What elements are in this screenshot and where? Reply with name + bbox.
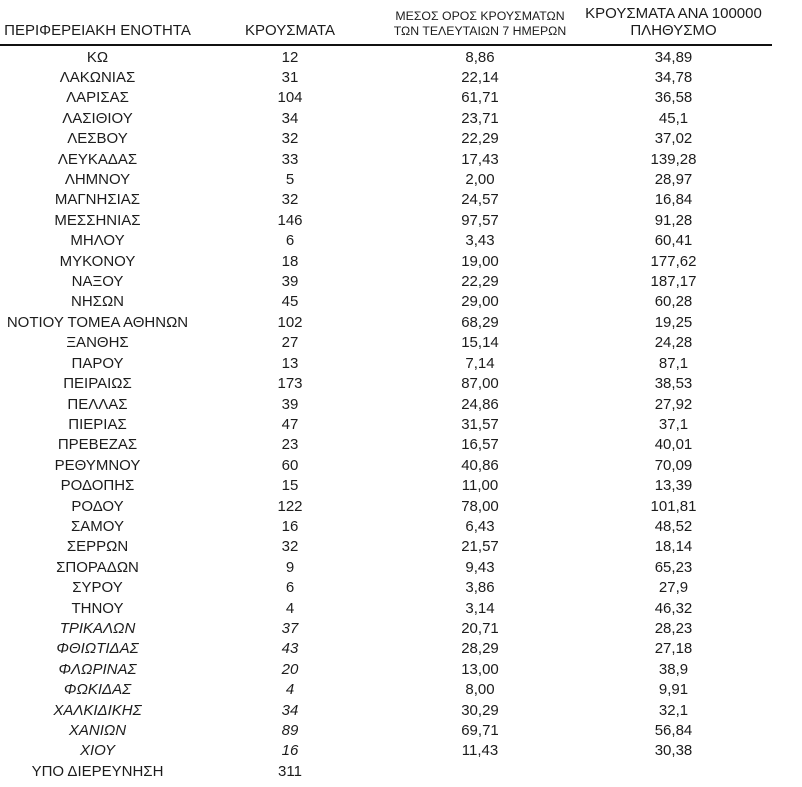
region-cell: ΧΑΛΚΙΔΙΚΗΣ <box>53 701 142 719</box>
region-cell: ΧΑΝΙΩΝ <box>68 722 127 739</box>
per100k-cell: 56,84 <box>654 722 693 739</box>
region-cell: ΧΙΟΥ <box>79 742 116 760</box>
cases-cell: 23 <box>281 436 299 454</box>
region-cell: ΠΕΙΡΑΙΩΣ <box>63 375 132 393</box>
table-row <box>0 701 772 721</box>
cases-cell: 32 <box>281 191 299 209</box>
region-cell: ΦΩΚΙΔΑΣ <box>63 681 132 699</box>
per100k-cell <box>575 762 772 782</box>
table-row <box>0 333 772 353</box>
cases-cell: 122 <box>277 497 303 515</box>
per100k-cell: 28,23 <box>654 619 693 637</box>
per100k-cell: 37,02 <box>654 130 693 148</box>
avg7-cell: 68,29 <box>461 313 499 331</box>
per100k-cell: 139,28 <box>650 150 697 168</box>
table-row <box>0 619 772 639</box>
per100k-cell: 187,17 <box>650 273 697 291</box>
per100k-cell: 19,25 <box>654 313 693 331</box>
cases-cell: 6 <box>285 232 295 250</box>
per100k-cell: 27,9 <box>658 579 689 597</box>
region-cell: ΠΙΕΡΙΑΣ <box>68 415 127 433</box>
avg7-cell: 17,43 <box>461 150 499 168</box>
cases-cell: 15 <box>281 477 299 495</box>
table-row <box>0 354 772 374</box>
cases-cell: 4 <box>285 599 295 617</box>
avg7-cell: 7,14 <box>465 354 495 372</box>
per100k-cell: 18,14 <box>654 538 693 556</box>
avg7-cell: 8,00 <box>465 681 495 699</box>
table-body <box>0 45 772 783</box>
table-row <box>0 374 772 394</box>
cases-cell: 16 <box>281 742 299 760</box>
region-cell: ΣΑΜΟΥ <box>71 517 124 535</box>
region-cell: ΡΟΔΟΥ <box>71 497 124 515</box>
region-cell: ΜΕΣΣΗΝΙΑΣ <box>54 211 141 229</box>
avg7-cell: 20,71 <box>461 619 499 637</box>
cases-cell: 146 <box>277 211 303 229</box>
avg7-cell: 21,57 <box>461 538 499 556</box>
avg7-cell: 11,43 <box>461 742 499 760</box>
table-row <box>0 129 772 149</box>
table-row <box>0 211 772 231</box>
region-cell: ΣΥΡΟΥ <box>72 579 123 597</box>
table-row <box>0 292 772 312</box>
avg7-cell: 87,00 <box>461 375 499 393</box>
per100k-cell: 45,1 <box>658 109 689 127</box>
table-row <box>0 45 772 68</box>
avg7-cell: 6,43 <box>465 517 495 535</box>
per100k-cell: 24,28 <box>654 334 693 352</box>
cases-cell: 37 <box>281 619 299 637</box>
table-row <box>0 537 772 557</box>
avg7-cell: 22,29 <box>461 273 499 291</box>
avg7-cell: 13,00 <box>461 660 499 678</box>
per100k-cell: 91,28 <box>654 211 693 229</box>
avg7-cell: 3,86 <box>465 579 495 597</box>
table-row <box>0 272 772 292</box>
table-row <box>0 680 772 700</box>
cases-cell: 12 <box>281 48 299 66</box>
region-cell: ΛΕΥΚΑΔΑΣ <box>57 150 138 168</box>
cases-cell: 39 <box>281 273 299 291</box>
avg7-cell <box>385 762 575 782</box>
region-cell: ΣΕΡΡΩΝ <box>66 538 129 556</box>
cases-cell: 13 <box>281 354 299 372</box>
cases-cell: 34 <box>281 109 299 127</box>
avg7-cell: 16,57 <box>461 436 499 454</box>
avg7-cell: 22,29 <box>461 130 499 148</box>
per100k-cell: 40,01 <box>654 436 693 454</box>
avg7-cell: 69,71 <box>461 722 499 739</box>
table-row <box>0 435 772 455</box>
avg7-cell: 29,00 <box>461 293 499 311</box>
avg7-cell: 19,00 <box>461 252 499 270</box>
avg7-cell: 97,57 <box>461 211 499 229</box>
cases-cell: 4 <box>285 681 295 699</box>
region-cell: ΛΑΣΙΘΙΟΥ <box>62 109 133 127</box>
region-cell: ΝΟΤΙΟΥ ΤΟΜΕΑ ΑΘΗΝΩΝ <box>6 313 189 331</box>
avg7-cell: 2,00 <box>465 171 495 189</box>
region-cell: ΥΠΟ ΔΙΕΡΕΥΝΗΣΗ <box>31 762 164 780</box>
table-row <box>0 721 772 741</box>
per100k-cell: 101,81 <box>650 497 697 515</box>
avg7-cell: 11,00 <box>461 477 499 495</box>
avg7-cell: 24,57 <box>461 191 499 209</box>
per100k-cell: 27,18 <box>654 640 693 658</box>
per100k-cell: 38,9 <box>658 660 689 678</box>
table-header <box>0 0 772 45</box>
cases-cell: 45 <box>281 293 299 311</box>
per100k-cell: 27,92 <box>654 395 693 413</box>
region-cell: ΛΗΜΝΟΥ <box>64 171 131 189</box>
per100k-cell: 9,91 <box>658 681 689 699</box>
avg7-cell: 40,86 <box>461 456 499 474</box>
column-header-region: ΠΕΡΙΦΕΡΕΙΑΚΗ ΕΝΟΤΗΤΑ <box>0 0 195 45</box>
avg7-cell: 28,29 <box>461 640 499 658</box>
table-row <box>0 170 772 190</box>
per100k-cell: 34,78 <box>654 69 693 86</box>
cases-cell: 47 <box>281 415 299 433</box>
cases-cell: 173 <box>277 375 303 393</box>
avg7-cell: 78,00 <box>461 497 499 515</box>
per100k-cell: 60,28 <box>654 293 693 311</box>
cases-cell: 9 <box>285 558 295 576</box>
per100k-cell: 46,32 <box>654 599 693 617</box>
cases-cell: 27 <box>281 334 299 352</box>
region-cell: ΡΟΔΟΠΗΣ <box>60 477 135 495</box>
cases-cell: 34 <box>281 701 299 719</box>
region-cell: ΝΑΞΟΥ <box>71 273 124 291</box>
avg7-cell: 24,86 <box>461 395 499 413</box>
avg7-cell: 8,86 <box>465 48 495 66</box>
table-row <box>0 578 772 598</box>
region-cell: ΛΑΡΙΣΑΣ <box>66 89 129 107</box>
region-cell: ΚΩ <box>86 48 109 66</box>
per100k-cell: 28,97 <box>654 171 693 189</box>
avg7-cell: 15,14 <box>461 334 499 352</box>
avg7-cell: 9,43 <box>465 558 495 576</box>
per100k-cell: 87,1 <box>658 354 689 372</box>
table-row <box>0 558 772 578</box>
cases-cell: 43 <box>281 640 299 658</box>
column-header-7day-average: ΜΕΣΟΣ ΟΡΟΣ ΚΡΟΥΣΜΑΤΩΝ ΤΩΝ ΤΕΛΕΥΤΑΙΩΝ 7 ΗΜΕΡΩΝ <box>385 0 575 45</box>
table-row <box>0 68 772 88</box>
avg7-cell: 23,71 <box>461 109 499 127</box>
cases-cell: 60 <box>281 456 299 474</box>
cases-cell: 5 <box>285 171 295 189</box>
cases-cell: 33 <box>281 150 299 168</box>
avg7-cell: 31,57 <box>461 415 499 433</box>
table-row <box>0 660 772 680</box>
region-cell: ΠΑΡΟΥ <box>71 354 124 372</box>
per100k-cell: 30,38 <box>654 742 693 760</box>
column-header-cases-per-100000: ΚΡΟΥΣΜΑΤΑ ΑΝΑ 100000 ΠΛΗΘΥΣΜΟ <box>575 0 772 45</box>
region-cell: ΠΕΛΛΑΣ <box>67 395 128 413</box>
cases-cell: 32 <box>281 538 299 556</box>
avg7-cell: 61,71 <box>461 89 499 107</box>
cases-cell: 89 <box>281 722 299 739</box>
cases-cell: 311 <box>278 762 302 780</box>
table-row <box>0 313 772 333</box>
per100k-cell: 65,23 <box>654 558 693 576</box>
table-row <box>0 456 772 476</box>
region-cell: ΛΕΣΒΟΥ <box>67 130 128 148</box>
per100k-cell: 16,84 <box>654 191 693 209</box>
table-row <box>0 252 772 272</box>
cases-cell: 18 <box>281 252 299 270</box>
table-row <box>0 109 772 129</box>
avg7-cell: 3,43 <box>465 232 495 250</box>
region-cell: ΤΡΙΚΑΛΩΝ <box>59 619 136 637</box>
region-cell: ΛΑΚΩΝΙΑΣ <box>59 69 136 86</box>
table-row <box>0 415 772 435</box>
table-row <box>0 639 772 659</box>
region-cell: ΡΕΘΥΜΝΟΥ <box>54 456 141 474</box>
avg7-cell: 30,29 <box>461 701 499 719</box>
cases-cell: 20 <box>281 660 299 678</box>
per100k-cell: 37,1 <box>658 415 689 433</box>
cases-cell: 31 <box>281 69 299 86</box>
per100k-cell: 177,62 <box>650 252 697 270</box>
table-row <box>0 497 772 517</box>
region-cell: ΦΛΩΡΙΝΑΣ <box>58 660 137 678</box>
avg7-cell: 3,14 <box>465 599 495 617</box>
per100k-cell: 34,89 <box>654 48 693 66</box>
table-row <box>0 190 772 210</box>
cases-cell: 39 <box>281 395 299 413</box>
cases-cell: 104 <box>277 89 303 107</box>
table-row <box>0 517 772 537</box>
per100k-cell: 13,39 <box>654 477 693 495</box>
cases-cell: 32 <box>281 130 299 148</box>
cases-cell: 6 <box>285 579 295 597</box>
region-cell: ΦΘΙΩΤΙΔΑΣ <box>56 640 139 658</box>
table-row <box>0 599 772 619</box>
per100k-cell: 36,58 <box>654 89 693 107</box>
per100k-cell: 38,53 <box>654 375 693 393</box>
table-header-row <box>0 0 772 45</box>
region-cell: ΣΠΟΡΑΔΩΝ <box>56 558 139 576</box>
per100k-cell: 32,1 <box>658 701 689 719</box>
cases-cell: 102 <box>277 313 303 331</box>
avg7-cell: 22,14 <box>461 69 499 86</box>
cases-cell: 16 <box>281 517 299 535</box>
table-row <box>0 395 772 415</box>
region-cell: ΞΑΝΘΗΣ <box>66 334 129 352</box>
region-cell: ΝΗΣΩΝ <box>71 293 124 311</box>
table-row <box>0 741 772 761</box>
per100k-cell: 48,52 <box>654 517 693 535</box>
region-cell: ΜΑΓΝΗΣΙΑΣ <box>54 191 141 209</box>
region-cell: ΜΥΚΟΝΟΥ <box>59 252 136 270</box>
per100k-cell: 70,09 <box>654 456 693 474</box>
column-header-cases: ΚΡΟΥΣΜΑΤΑ <box>195 0 385 45</box>
table-row <box>0 476 772 496</box>
table-row <box>0 150 772 170</box>
per100k-cell: 60,41 <box>654 232 693 250</box>
table-row <box>0 231 772 251</box>
region-cell: ΠΡΕΒΕΖΑΣ <box>57 436 138 454</box>
table-row <box>0 88 772 108</box>
region-cell: ΤΗΝΟΥ <box>71 599 124 617</box>
region-cell: ΜΗΛΟΥ <box>70 232 125 250</box>
table-row <box>0 762 772 782</box>
